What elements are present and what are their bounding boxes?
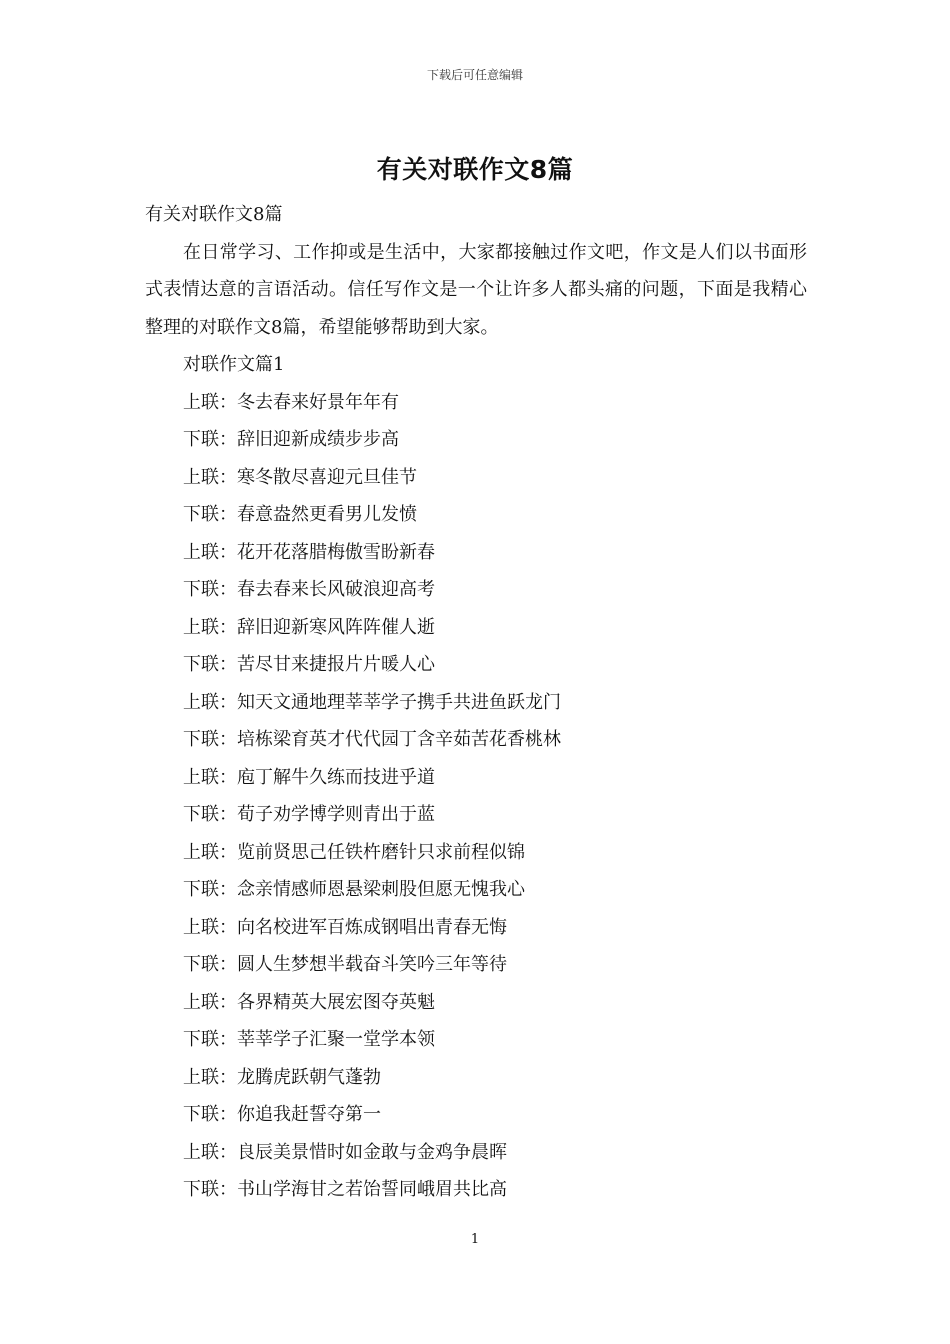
couplet-line: 上联：知天文通地理莘莘学子携手共进鱼跃龙门: [183, 691, 561, 713]
document-body: [145, 196, 807, 1209]
couplet-line: 下联：你追我赶誓夺第一: [183, 1104, 381, 1125]
couplet-line: 下联：辞旧迎新成绩步步高: [183, 429, 399, 450]
couplet-list: [145, 384, 807, 1209]
couplet-line: 下联：念亲情感师恩悬梁刺股但愿无愧我心: [183, 879, 525, 900]
couplet-line: 上联：花开花落腊梅傲雪盼新春: [183, 541, 435, 563]
couplet-line: 上联：向名校进军百炼成钢唱出青春无悔: [183, 916, 507, 938]
couplet-line: 上联：各界精英大展宏图夺英魁: [183, 991, 435, 1013]
couplet-line: 上联：冬去春来好景年年有: [183, 391, 399, 413]
couplet-line: 下联：圆人生梦想半载奋斗笑吟三年等待: [183, 954, 507, 975]
couplet-line: 下联：春意盎然更看男儿发愤: [183, 504, 417, 525]
couplet-line: 上联：良辰美景惜时如金敢与金鸡争晨晖: [183, 1141, 507, 1163]
couplet-line: 下联：培栋梁育英才代代园丁含辛茹苦花香桃林: [183, 729, 561, 750]
intro-paragraph: 在日常学习、工作抑或是生活中，大家都接触过作文吧，作文是人们以书面形式表情达意的言语活动。信任写作文是一个让许多人都头痛的问题，下面是我精心整理的对联作文8篇，希望能够帮助到大家。: [145, 241, 807, 338]
couplet-line: 下联：春去春来长风破浪迎高考: [183, 579, 435, 600]
couplet-line: 下联：荀子劝学博学则青出于蓝: [183, 804, 435, 825]
couplet-line: 上联：辞旧迎新寒风阵阵催人逝: [183, 616, 435, 638]
couplet-line: 下联：莘莘学子汇聚一堂学本领: [183, 1029, 435, 1050]
couplet-line: 上联：览前贤思己任铁杵磨针只求前程似锦: [183, 841, 525, 863]
page-number: 1: [470, 1232, 480, 1247]
page-header: 下载后可任意编辑: [426, 68, 523, 82]
couplet-line: 下联：苦尽甘来捷报片片暖人心: [183, 654, 435, 675]
couplet-line: 上联：龙腾虎跃朝气蓬勃: [183, 1066, 381, 1088]
couplet-line: 下联：书山学海甘之若饴誓同峨眉共比高: [183, 1179, 507, 1200]
couplet-line: 上联：寒冬散尽喜迎元旦佳节: [183, 466, 417, 488]
document-subtitle: 有关对联作文8篇: [145, 204, 283, 225]
section-heading: 对联作文篇1: [183, 354, 285, 375]
document-title: 有关对联作文8篇: [376, 155, 574, 184]
couplet-line: 上联：庖丁解牛久练而技进乎道: [183, 766, 435, 788]
